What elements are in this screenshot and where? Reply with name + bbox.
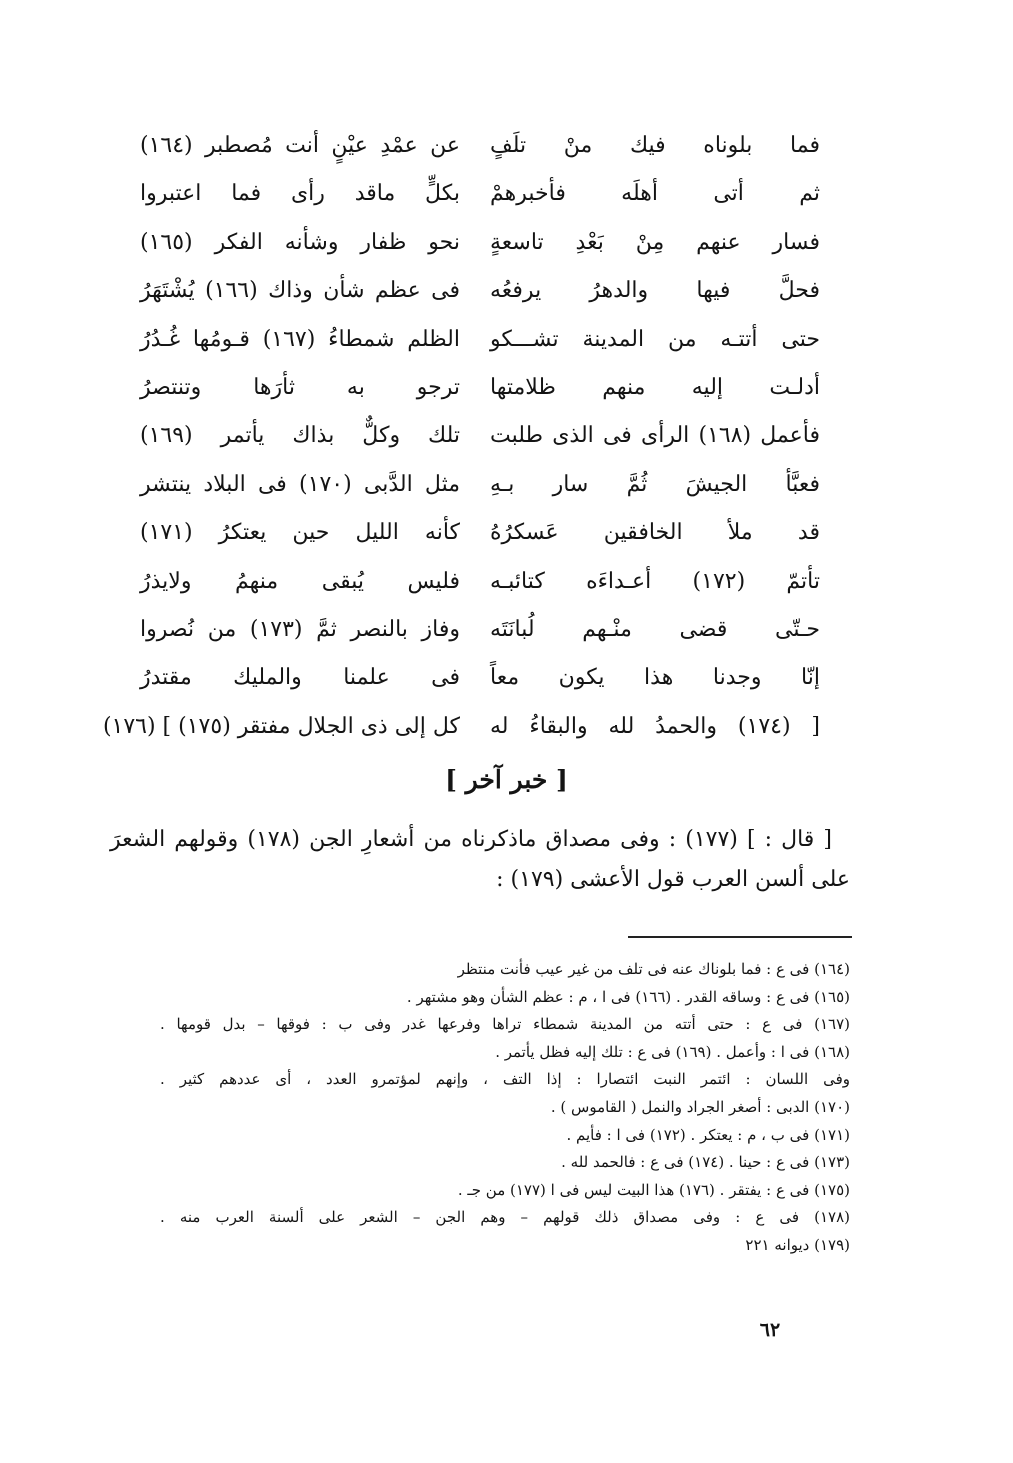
verse	[140, 562, 820, 610]
verse-second-hemistich: مثل الدَّبى (١٧٠) فى البلاد ينتشر	[140, 471, 460, 497]
verse-second-hemistich: فى عظم شأن وذاك (١٦٦) يُشْتَهَرُ	[140, 278, 460, 304]
verse-first-hemistich: حتى أتتـه من المدينة تشـــكو	[490, 326, 820, 352]
verse-first-hemistich: ثم أتى أهلَه فأخبرهمْ	[490, 181, 820, 207]
verse	[102, 707, 820, 755]
verse	[140, 465, 820, 513]
footnote: (١٧٩) ديوانه ٢٢١	[745, 1235, 850, 1254]
footnote: وفى اللسان : ائتمر النبت ائتصارا : إذا التف ، وإنهم لمؤتمرو العدد ، أى عددهم كثير .	[160, 1070, 850, 1089]
poem	[102, 126, 821, 755]
prose-paragraph	[110, 820, 850, 900]
footnote: (١٧٣) فى ع : حينا . (١٧٤) فى ع : فالحمد لله .	[561, 1153, 850, 1172]
footnote: (١٦٨) فى ا : وأعمل . (١٦٩) فى ع : تلك إليه فظل يأتمر .	[495, 1042, 850, 1061]
footnotes	[160, 956, 850, 1260]
verse	[140, 320, 820, 368]
verse-first-hemistich: حـتّى قضى منْـهم لُبانَتَه	[490, 616, 820, 642]
verse-second-hemistich: نحو ظفار وشأنه الفكر (١٦٥)	[140, 229, 460, 255]
section-heading: [ خبر آخر ]	[445, 765, 568, 794]
verse	[140, 416, 820, 464]
page-number: ٦٢	[759, 1319, 781, 1341]
verse-first-hemistich: أدلـت إليه منهم ظلامتها	[490, 374, 820, 400]
verse	[140, 610, 820, 658]
verse-second-hemistich: وفاز بالنصر ثمَّ (١٧٣) من نُصروا	[140, 616, 460, 642]
verse-second-hemistich: الظلم شمطاءُ (١٦٧) قـومُها غُـدُرُ	[140, 326, 460, 352]
verse	[140, 513, 820, 561]
footnote: (١٦٥) فى ع : وساقه القدر . (١٦٦) فى ا ، م : عظم الشأن وهو مشتهر .	[406, 987, 850, 1006]
verse-first-hemistich: قد ملأ الخافقين عَسكرُهُ	[490, 520, 820, 546]
verse-first-hemistich: إنّا وجدنا هذا يكون معاً	[490, 665, 820, 691]
verse-second-hemistich: كل إلى ذى الجلال مفتقر (١٧٥) ] (١٧٦)	[102, 713, 460, 739]
prose-text: [ قال : ] (١٧٧) : وفى مصداق ماذكرناه من أشعارِ الجن (١٧٨) وقولهم الشعرَ على ألسن العرب قول الأعشى (١٧٩) :	[110, 827, 850, 892]
verse-second-hemistich: فى علمنا والمليك مقتدرُ	[140, 665, 460, 691]
footnote-divider	[628, 936, 852, 938]
verse-first-hemistich: فأعمل (١٦٨) الرأى فى الذى طلبت	[490, 423, 821, 449]
verse-first-hemistich: فحلَّ فيها والدهرُ يرفعُه	[490, 278, 820, 304]
verse	[140, 126, 820, 174]
verse-first-hemistich: تأتمّ (١٧٢) أعـداءَه كتائبـه	[490, 568, 821, 594]
verse	[140, 174, 820, 222]
verse-second-hemistich: ترجو به ثأرَها وتنتصرُ	[140, 374, 460, 400]
verse-second-hemistich: بكلٍّ ماقد رأى فما اعتبروا	[140, 181, 460, 207]
footnote: (١٧٨) فى ع : وفى مصداق ذلك قولهم – وهم الجن – الشعر على ألسنة العرب منه .	[160, 1208, 850, 1227]
footnote: (١٦٧) فى ع : حتى أتته من المدينة شمطاء تراها وفرعها غدر وفى ب : فوقها – بدل قومها .	[160, 1015, 850, 1034]
footnote: (١٧١) فى ب ، م : يعتكر . (١٧٢) فى ا : فأيم .	[566, 1125, 850, 1144]
verse	[140, 271, 820, 319]
verse	[140, 223, 820, 271]
verse-first-hemistich: فسار عنهم مِنْ بَعْدِ تاسعةٍ	[490, 229, 820, 255]
verse-second-hemistich: تلك وكلٌّ بذاك يأتمر (١٦٩)	[140, 423, 460, 449]
verse-first-hemistich: [ (١٧٤) والحمدُ لله والبقاءُ له	[490, 713, 820, 739]
footnote: (١٧٥) فى ع : يفتقر . (١٧٦) هذا البيت ليس فى ا (١٧٧) من جـ .	[457, 1180, 850, 1199]
verse	[140, 368, 820, 416]
verse-second-hemistich: عن عمْدِ عيْنٍ أنت مُصطبر (١٦٤)	[140, 133, 460, 158]
verse-first-hemistich: فعبَّأ الجيشَ ثُمَّ سار بـهِ	[490, 471, 820, 497]
footnote: (١٧٠) الدبى : أصغر الجراد والنمل ( القاموس ) .	[550, 1097, 850, 1116]
verse	[140, 658, 820, 706]
verse-first-hemistich: فما بلوناه فيك منْ تلَفٍ	[490, 133, 820, 158]
verse-second-hemistich: كأنه الليل حين يعتكرُ (١٧١)	[140, 520, 460, 546]
verse-second-hemistich: فليس يُبقى منهمُ ولايذرُ	[140, 568, 460, 594]
footnote: (١٦٤) فى ع : فما بلوناك عنه فى تلف من غير عيب فأنت منتظر	[457, 960, 850, 978]
